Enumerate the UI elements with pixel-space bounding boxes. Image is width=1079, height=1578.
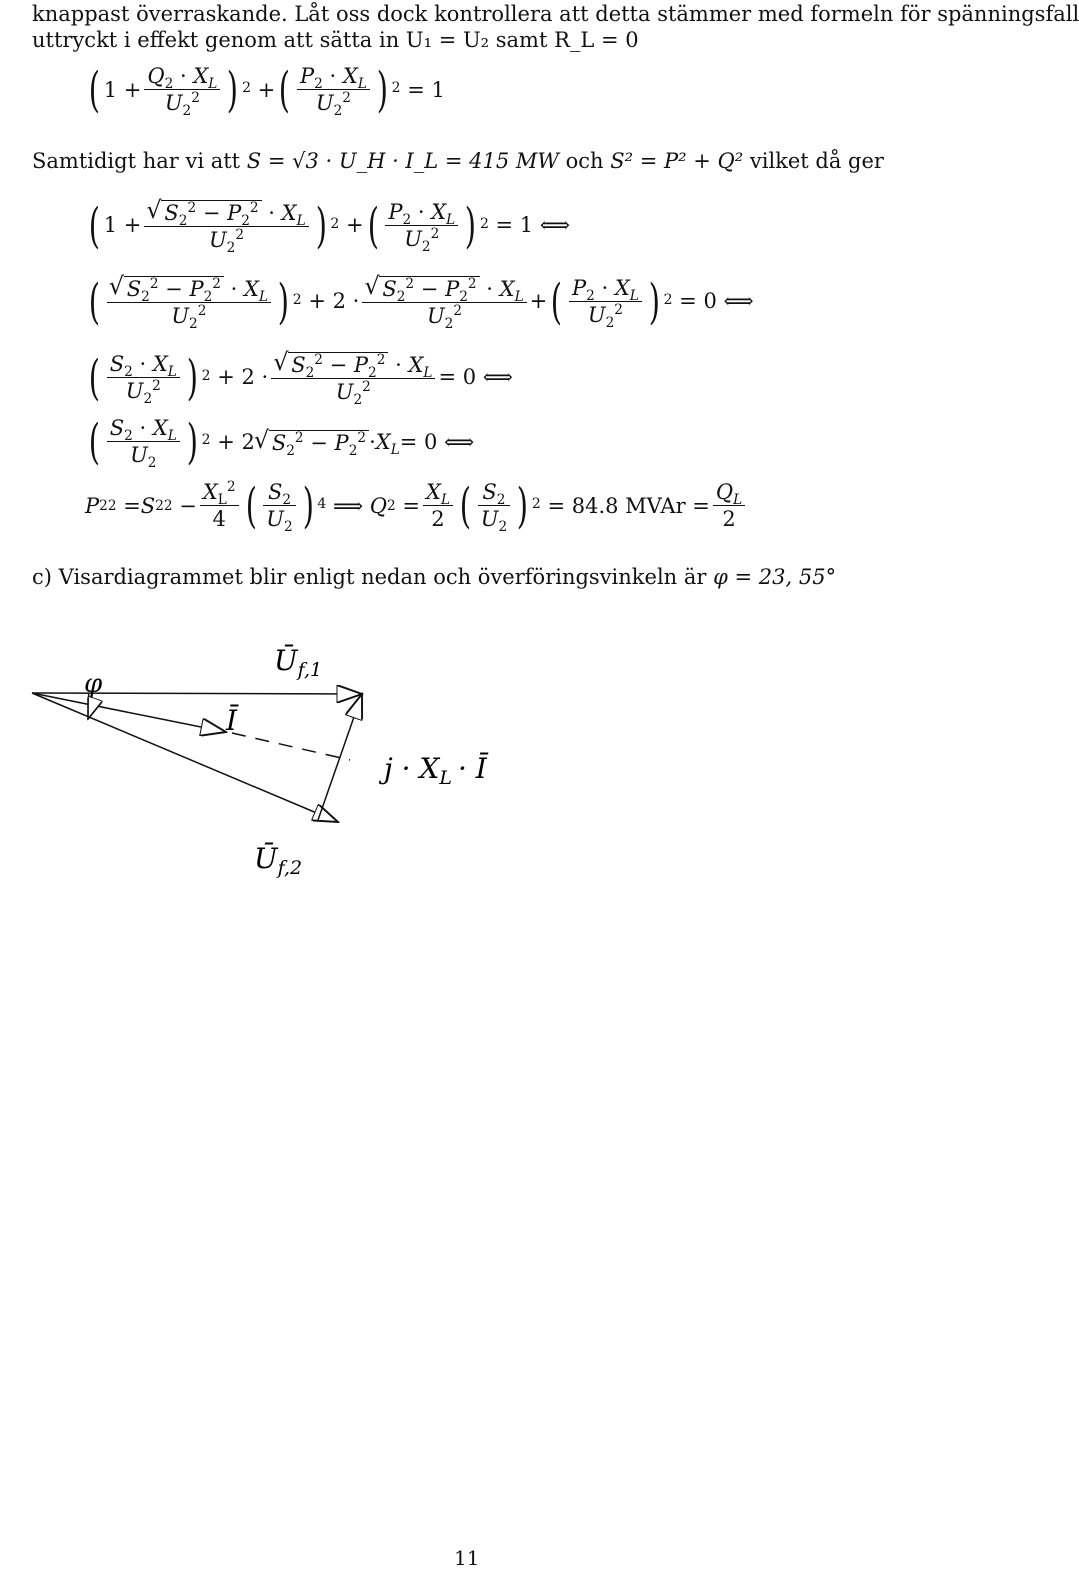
dashed-extension xyxy=(232,733,350,760)
jxl-label: $j \cdot X_L$ · Ī xyxy=(384,752,487,789)
equation-5: ( $\frac{S_2 \cdot X_L}{U_2}$ ) 2 + 2 √ $S_2^2 - P_2^2$ · $X_L$ = 0 ⟺ xyxy=(85,418,474,466)
current-label: Ī xyxy=(226,704,238,737)
final-result: = 84.8 MVAr = xyxy=(547,493,710,518)
equation-6: P 2 2 = S 2 2 − $\frac{X_L^2}{4}$ ( $\frac{S_2}{U_2}$ ) 4 ⟹ Q 2 = $\frac{X_L}{2}$ ( $\frac{S_2}{U_2}$ ) 2 = 84.8 MVAr = $\frac{Q_L}{2}$ xyxy=(85,482,748,530)
page-number: 11 xyxy=(454,1546,480,1570)
current-vector xyxy=(32,693,226,732)
equation-3: ( √ $\frac{S_2^2 - P_2^2 \cdot X_L}{U_2^2}$ ) 2 + 2 · √ $\frac{S_2^2 - P_2^2 \cdot X_L}{U_2^2}$ + ( $\frac{P_2 \cdot X_L}{U_2^2}$ ) 2 = 0 ⟺ xyxy=(85,276,754,327)
uf2-label: $Ū_{f,2}$ xyxy=(254,842,303,879)
intro-line-1: knappast överraskande. Låt oss dock kontrollera att detta stämmer med formeln för spänningsfall xyxy=(32,2,1079,26)
uf1-label: $Ū_{f,1}$ xyxy=(274,644,323,681)
equation-4: ( $\frac{S_2 \cdot X_L}{U_2^2}$ ) 2 + 2 · √ $\frac{S_2^2 - P_2^2 \cdot X_L}{U_2^2}$ = 0 ⟺ xyxy=(85,352,513,403)
section-c-text: c) Visardiagrammet blir enligt nedan och överföringsvinkeln är φ = 23, 55° xyxy=(32,565,837,589)
equation-1: ( 1 + $\frac{Q_2 \cdot X_L}{U_2^2}$ ) 2 + ( $\frac{P_2 \cdot X_L}{U_2^2}$ ) 2 = 1 xyxy=(88,62,445,120)
intro-line-2: uttryckt i effekt genom att sätta in U₁ = U₂ samt R_L = 0 xyxy=(32,28,639,52)
phi-label: φ xyxy=(84,669,103,699)
uf1-vector xyxy=(32,693,362,694)
samtidigt-line: Samtidigt har vi att S = √3 · U_H · I_L = 415 MW och S² = P² + Q² vilket då ger xyxy=(32,149,884,173)
uf2-vector xyxy=(32,693,338,822)
phasor-diagram xyxy=(0,620,960,900)
equation-2: ( 1 + √ $\frac{S_2^2 - P_2^2 \cdot X_L}{U_2^2}$ ) 2 + ( $\frac{P_2 \cdot X_L}{U_2^2}$ ) 2 = 1 ⟺ xyxy=(85,200,570,251)
jxl-vector xyxy=(318,694,362,820)
